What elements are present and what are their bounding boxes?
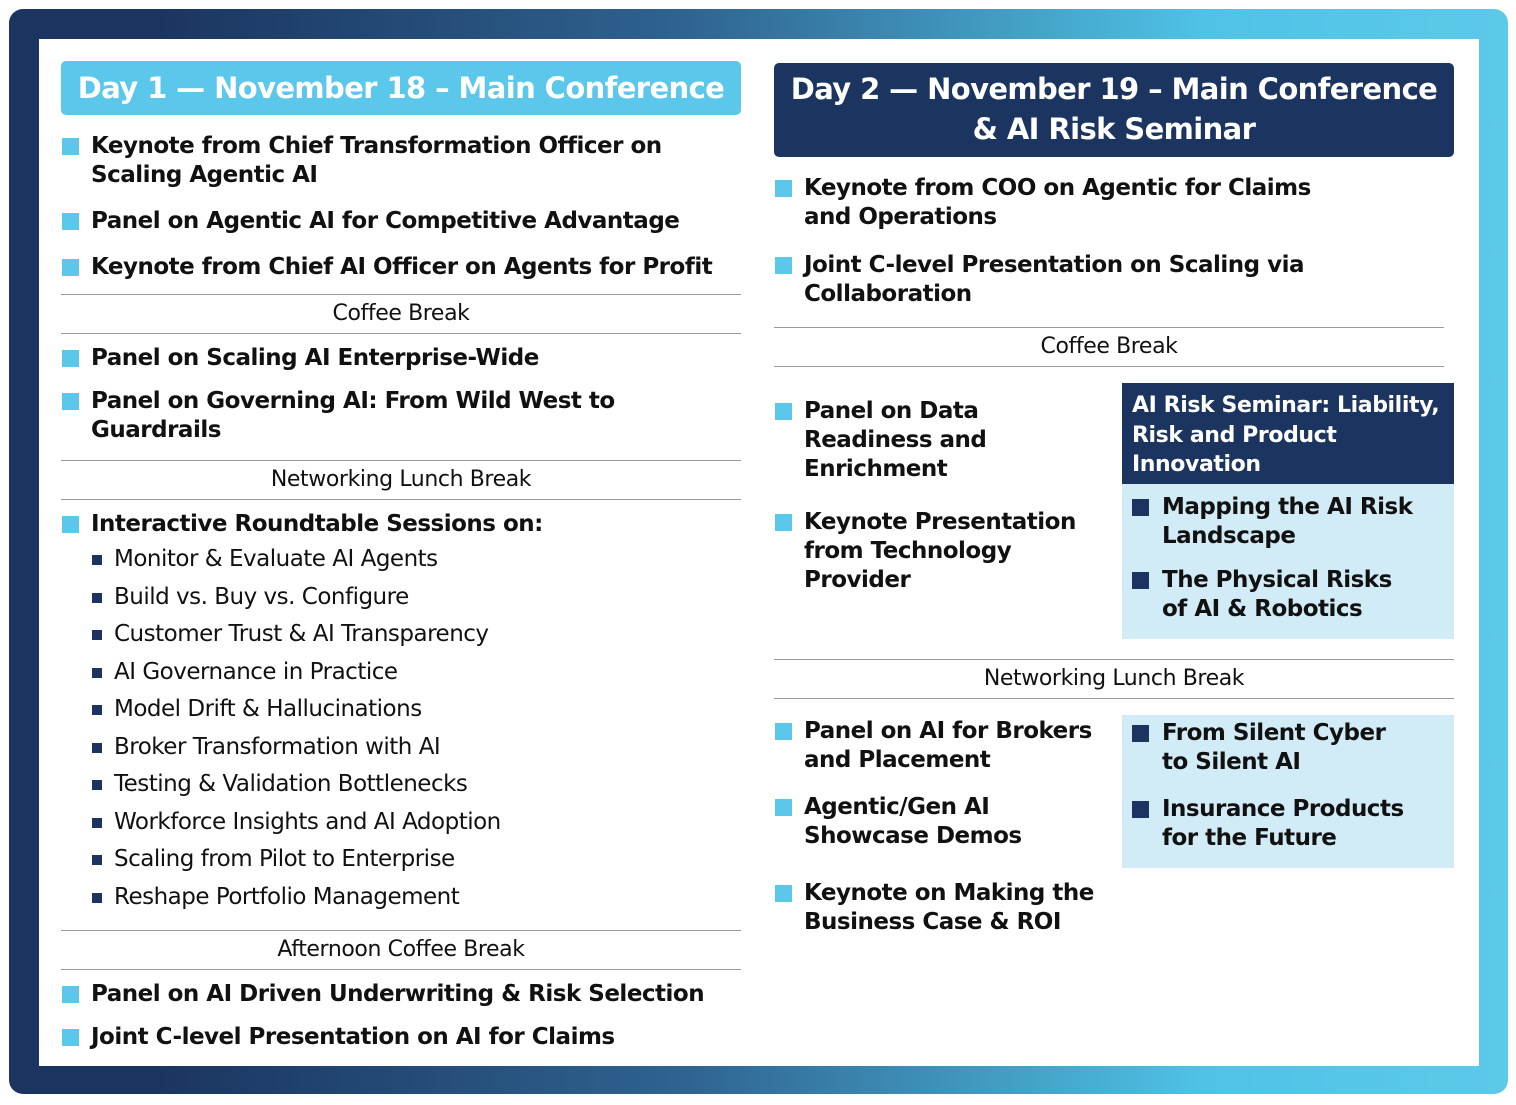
item-text: Agentic/Gen AI Showcase Demos [804, 794, 1022, 849]
square-bullet-icon [775, 514, 792, 531]
day1-item [61, 387, 741, 445]
square-bullet-icon [775, 180, 792, 197]
square-bullet-icon [775, 885, 792, 902]
topic-text: Customer Trust & AI Transparency [114, 621, 489, 647]
list-item [61, 804, 741, 842]
small-square-bullet-icon [92, 780, 102, 790]
square-bullet-icon [62, 1029, 79, 1046]
small-square-bullet-icon [92, 743, 102, 753]
square-bullet-icon [62, 259, 79, 276]
day1-item [61, 207, 741, 236]
lunch-break-divider: Networking Lunch Break [774, 659, 1454, 699]
item-text: Panel on AI for Brokers and Placement [804, 718, 1092, 773]
small-square-bullet-icon [92, 593, 102, 603]
item-text: The Physical Risks of AI & Robotics [1162, 566, 1392, 622]
seminar-row-2 [774, 715, 1454, 955]
list-item [61, 654, 741, 692]
day2-left-sessions [774, 717, 1114, 937]
roundtable-topic-list [61, 541, 741, 916]
item-text: Panel on Data Readiness and Enrichment [804, 398, 987, 482]
square-bullet-icon [775, 403, 792, 420]
coffee-break-divider: Coffee Break [774, 327, 1444, 367]
day2-item [774, 397, 1104, 484]
topic-text: Broker Transformation with AI [114, 733, 441, 760]
square-bullet-icon [775, 723, 792, 740]
item-text: Keynote Presentation from Technology Provider [804, 509, 1076, 593]
day2-item [774, 174, 1454, 232]
list-item [61, 766, 741, 804]
list-item [61, 691, 741, 729]
small-square-bullet-icon [92, 705, 102, 715]
item-text: Joint C-level Presentation on AI for Claims [91, 1024, 615, 1050]
item-text: Keynote from Chief AI Officer on Agents for Profit [91, 254, 713, 280]
item-text: Joint C-level Presentation on Scaling via Collaboration [804, 252, 1304, 307]
ai-risk-seminar-box-2 [1122, 715, 1454, 868]
day1-item [61, 980, 741, 1009]
day2-item [774, 879, 1114, 937]
topic-text: Monitor & Evaluate AI Agents [114, 546, 438, 572]
seminar-item [1122, 493, 1454, 551]
small-square-bullet-icon [92, 668, 102, 678]
seminar-item [1122, 566, 1454, 624]
topic-text: Build vs. Buy vs. Configure [114, 583, 409, 610]
small-square-bullet-icon [92, 818, 102, 828]
item-text: Keynote from COO on Agentic for Claims and Operations [804, 175, 1311, 230]
square-bullet-icon [775, 799, 792, 816]
day1-item [61, 344, 741, 373]
square-bullet-icon [62, 393, 79, 410]
square-bullet-icon [62, 213, 79, 230]
small-square-bullet-icon [92, 630, 102, 640]
lunch-break-divider: Networking Lunch Break [61, 460, 741, 500]
item-text: Panel on AI Driven Underwriting & Risk Selection [91, 981, 705, 1007]
square-bullet-icon [62, 986, 79, 1003]
day2-column [774, 63, 1454, 955]
square-bullet-icon [1132, 725, 1149, 742]
small-square-bullet-icon [92, 555, 102, 565]
list-item [61, 879, 741, 917]
day2-header [774, 63, 1454, 157]
afternoon-break-divider: Afternoon Coffee Break [61, 930, 741, 970]
item-text: Interactive Roundtable Sessions on: [91, 511, 543, 537]
item-text: Insurance Products for the Future [1162, 796, 1404, 851]
topic-text: Scaling from Pilot to Enterprise [114, 846, 455, 872]
square-bullet-icon [1132, 499, 1149, 516]
item-text: Keynote from Chief Transformation Officer on Scaling Agentic AI [91, 133, 662, 188]
topic-text: AI Governance in Practice [114, 658, 398, 685]
seminar-row-1 [774, 383, 1454, 639]
day2-title-line1: Day 2 — November 19 – Main Conference [790, 72, 1438, 106]
item-text: From Silent Cyber to Silent AI [1162, 720, 1386, 775]
seminar-title: AI Risk Seminar: Liability, Risk and Product Innovation [1122, 383, 1454, 484]
topic-text: Workforce Insights and AI Adoption [114, 808, 501, 835]
item-text: Panel on Governing AI: From Wild West to Guardrails [91, 388, 615, 443]
seminar-item [1122, 795, 1454, 853]
day2-left-sessions [774, 397, 1104, 595]
day2-item [774, 251, 1454, 309]
item-text: Keynote on Making the Business Case & ROI [804, 880, 1094, 935]
day1-header: Day 1 — November 18 – Main Conference [61, 61, 741, 115]
small-square-bullet-icon [92, 893, 102, 903]
day2-item [774, 717, 1114, 775]
item-text: Panel on Agentic AI for Competitive Advantage [91, 208, 680, 234]
square-bullet-icon [1132, 801, 1149, 818]
seminar-item [1122, 719, 1454, 777]
topic-text: Model Drift & Hallucinations [114, 696, 422, 722]
square-bullet-icon [62, 516, 79, 533]
square-bullet-icon [775, 257, 792, 274]
day1-item [61, 1023, 741, 1052]
day1-item [61, 132, 741, 190]
list-item [61, 579, 741, 617]
agenda-panel [39, 39, 1479, 1066]
topic-text: Reshape Portfolio Management [114, 883, 460, 910]
roundtable-heading [61, 510, 741, 539]
list-item [61, 616, 741, 654]
coffee-break-divider: Coffee Break [61, 294, 741, 334]
item-text: Mapping the AI Risk Landscape [1162, 493, 1413, 549]
square-bullet-icon [62, 138, 79, 155]
day2-title-line2: & AI Risk Seminar [972, 112, 1256, 146]
list-item [61, 841, 741, 879]
small-square-bullet-icon [92, 855, 102, 865]
day1-item [61, 253, 741, 282]
list-item [61, 541, 741, 579]
topic-text: Testing & Validation Bottlenecks [114, 771, 468, 797]
day1-column [61, 61, 741, 1052]
day2-item [774, 508, 1104, 595]
ai-risk-seminar-box [1122, 383, 1454, 639]
item-text: Panel on Scaling AI Enterprise-Wide [91, 345, 539, 371]
day2-item [774, 793, 1114, 851]
square-bullet-icon [1132, 572, 1149, 589]
square-bullet-icon [62, 350, 79, 367]
list-item [61, 729, 741, 767]
